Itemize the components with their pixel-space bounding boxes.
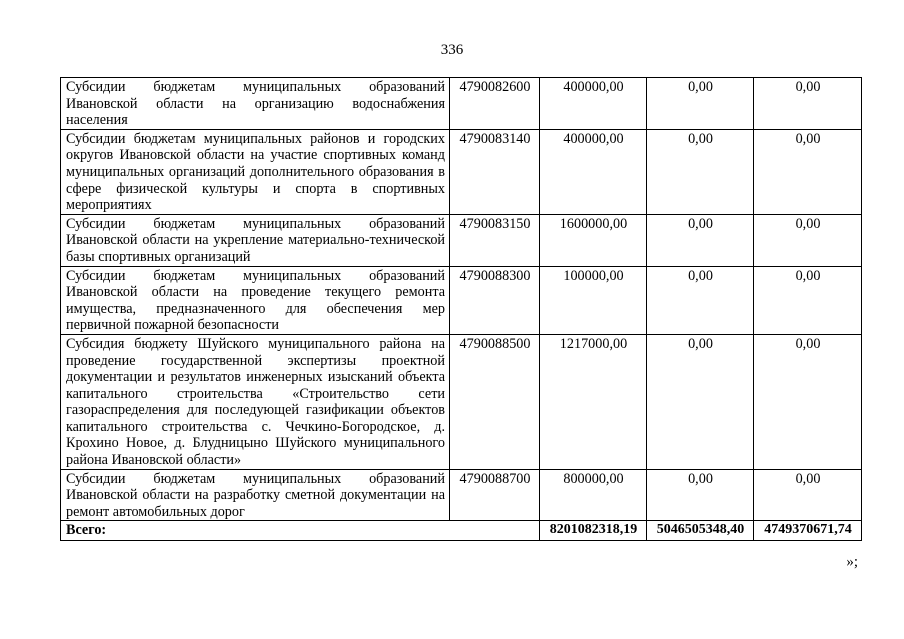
- closing-quote-mark: »;: [846, 554, 858, 570]
- row-code: 4790083150: [450, 214, 540, 266]
- row-value-1: 400000,00: [540, 129, 647, 214]
- row-value-2: 0,00: [647, 469, 754, 521]
- page-number: 336: [440, 42, 464, 58]
- row-value-2: 0,00: [647, 334, 754, 469]
- row-value-3: 0,00: [754, 266, 862, 334]
- row-value-2: 0,00: [647, 78, 754, 130]
- row-code: 4790083140: [450, 129, 540, 214]
- row-value-1: 800000,00: [540, 469, 647, 521]
- row-description: Субсидии бюджетам муниципальных образований Ивановской области на организацию водоснабжения населения: [61, 78, 450, 130]
- row-value-3: 0,00: [754, 469, 862, 521]
- total-row: [61, 521, 862, 541]
- row-value-3: 0,00: [754, 214, 862, 266]
- row-value-1: 100000,00: [540, 266, 647, 334]
- row-value-2: 0,00: [647, 129, 754, 214]
- budget-table: [60, 77, 862, 541]
- row-code: 4790088700: [450, 469, 540, 521]
- row-value-3: 0,00: [754, 129, 862, 214]
- table-row: [61, 334, 862, 469]
- row-value-1: 1600000,00: [540, 214, 647, 266]
- total-label: Всего:: [61, 521, 540, 541]
- row-description: Субсидии бюджетам муниципальных районов и городских округов Ивановской области на участие спортивных команд муниципальных организаций дополнительного образования в сфере физической культуры и спорта в спортивных мероприятиях: [61, 129, 450, 214]
- table-row: [61, 129, 862, 214]
- table-row: [61, 469, 862, 521]
- row-value-3: 0,00: [754, 78, 862, 130]
- table-row: [61, 78, 862, 130]
- row-value-1: 1217000,00: [540, 334, 647, 469]
- row-description: Субсидии бюджетам муниципальных образований Ивановской области на разработку сметной документации на ремонт автомобильных дорог: [61, 469, 450, 521]
- row-code: 4790082600: [450, 78, 540, 130]
- total-value-3: 4749370671,74: [754, 521, 862, 541]
- total-value-2: 5046505348,40: [647, 521, 754, 541]
- total-value-1: 8201082318,19: [540, 521, 647, 541]
- row-value-3: 0,00: [754, 334, 862, 469]
- row-description: Субсидии бюджетам муниципальных образований Ивановской области на проведение текущего ремонта имущества, предназначенного для обеспечения мер первичной пожарной безопасности: [61, 266, 450, 334]
- row-description: Субсидии бюджетам муниципальных образований Ивановской области на укрепление материально-технической базы спортивных организаций: [61, 214, 450, 266]
- row-code: 4790088500: [450, 334, 540, 469]
- row-code: 4790088300: [450, 266, 540, 334]
- table-row: [61, 214, 862, 266]
- row-description: Субсидия бюджету Шуйского муниципального района на проведение государственной экспертизы проектной документации и результатов инженерных изысканий объекта капитального строительства «Строительство сети газораспределения для последующей газификации объектов капитального строительства с. Чечкино-Богородское, д. Крохино Новое, д. Блудницыно Шуйского муниципального района Ивановской области»: [61, 334, 450, 469]
- table-row: [61, 266, 862, 334]
- row-value-2: 0,00: [647, 214, 754, 266]
- row-value-1: 400000,00: [540, 78, 647, 130]
- row-value-2: 0,00: [647, 266, 754, 334]
